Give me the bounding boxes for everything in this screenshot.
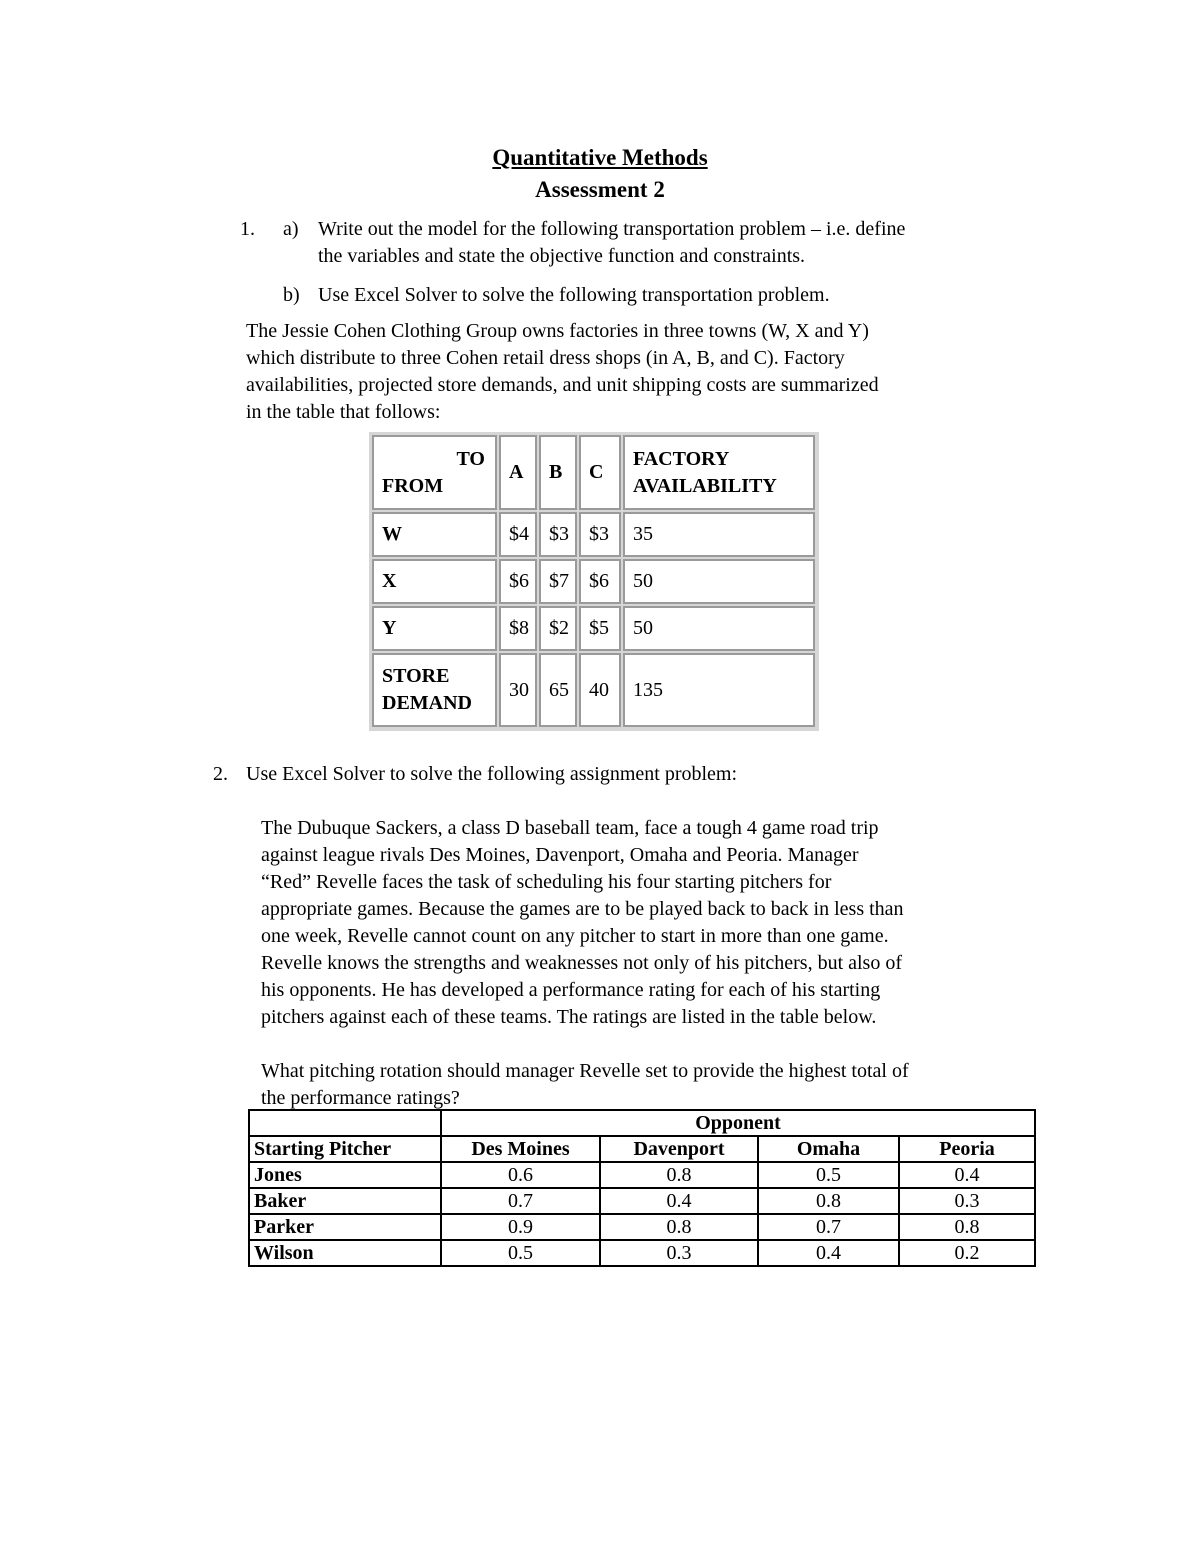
- q1-number: 1.: [240, 218, 255, 240]
- q2-question-line: the performance ratings?: [261, 1087, 460, 1109]
- q2-number: 2.: [213, 763, 228, 785]
- pitcher-name: Parker: [249, 1214, 441, 1240]
- availability-header: FACTORY AVAILABILITY: [623, 435, 815, 510]
- q2-question-line: What pitching rotation should manager Revelle set to provide the highest total of: [261, 1060, 909, 1082]
- q1b-label: b): [283, 284, 300, 306]
- q2-paragraph-line: “Red” Revelle faces the task of scheduling his four starting pitchers for: [261, 871, 832, 893]
- transportation-table: [369, 432, 819, 731]
- assignment-table: [248, 1109, 1036, 1267]
- rating-cell: 0.8: [600, 1162, 758, 1188]
- q1a-line-1: Write out the model for the following transportation problem – i.e. define: [318, 218, 906, 240]
- cost-cell: $4: [499, 512, 537, 557]
- rating-cell: 0.6: [441, 1162, 600, 1188]
- column-header: B: [539, 435, 577, 510]
- empty-header-cell: [249, 1110, 441, 1136]
- document-subtitle: Assessment 2: [535, 177, 665, 202]
- q2-paragraph-line: appropriate games. Because the games are to be played back to back in less than: [261, 898, 904, 920]
- pitcher-name: Baker: [249, 1188, 441, 1214]
- q1a-line-2: the variables and state the objective function and constraints.: [318, 245, 806, 267]
- cost-cell: $3: [539, 512, 577, 557]
- opponent-header: Davenport: [600, 1136, 758, 1162]
- total-cell: 135: [623, 653, 815, 727]
- q2-intro: Use Excel Solver to solve the following assignment problem:: [246, 763, 738, 785]
- table-row: [249, 1240, 1035, 1266]
- q1-paragraph-line: The Jessie Cohen Clothing Group owns factories in three towns (W, X and Y): [246, 320, 869, 342]
- demand-cell: 30: [499, 653, 537, 727]
- pitcher-name: Wilson: [249, 1240, 441, 1266]
- rating-cell: 0.5: [441, 1240, 600, 1266]
- q2-paragraph-line: his opponents. He has developed a performance rating for each of his starting: [261, 979, 881, 1001]
- column-header: A: [499, 435, 537, 510]
- table-row: [249, 1162, 1035, 1188]
- document-title: Quantitative Methods: [492, 145, 708, 170]
- row-label-x: X: [372, 559, 497, 604]
- rating-cell: 0.3: [899, 1188, 1035, 1214]
- demand-cell: 65: [539, 653, 577, 727]
- q1b-text: Use Excel Solver to solve the following transportation problem.: [318, 284, 830, 306]
- row-label-y: Y: [372, 606, 497, 651]
- cost-cell: $2: [539, 606, 577, 651]
- q2-paragraph-line: The Dubuque Sackers, a class D baseball team, face a tough 4 game road trip: [261, 817, 879, 839]
- table-row: [249, 1188, 1035, 1214]
- table-row: [249, 1214, 1035, 1240]
- store-demand-label: STORE DEMAND: [372, 653, 497, 727]
- q1a-label: a): [283, 218, 299, 240]
- rating-cell: 0.9: [441, 1214, 600, 1240]
- rating-cell: 0.7: [758, 1214, 899, 1240]
- cost-cell: $6: [499, 559, 537, 604]
- starting-pitcher-header: Starting Pitcher: [249, 1136, 441, 1162]
- rating-cell: 0.8: [600, 1214, 758, 1240]
- rating-cell: 0.4: [600, 1188, 758, 1214]
- q1-paragraph-line: in the table that follows:: [246, 401, 441, 423]
- rating-cell: 0.5: [758, 1162, 899, 1188]
- rating-cell: 0.3: [600, 1240, 758, 1266]
- cost-cell: $8: [499, 606, 537, 651]
- rating-cell: 0.7: [441, 1188, 600, 1214]
- rating-cell: 0.8: [899, 1214, 1035, 1240]
- q1-paragraph-line: availabilities, projected store demands, and unit shipping costs are summarized: [246, 374, 879, 396]
- q2-paragraph-line: one week, Revelle cannot count on any pitcher to start in more than one game.: [261, 925, 889, 947]
- from-label: FROM: [382, 474, 444, 497]
- cost-cell: $3: [579, 512, 621, 557]
- rating-cell: 0.4: [758, 1240, 899, 1266]
- availability-cell: 50: [623, 606, 815, 651]
- opponent-header: Peoria: [899, 1136, 1035, 1162]
- q2-paragraph-line: pitchers against each of these teams. The ratings are listed in the table below.: [261, 1006, 877, 1028]
- opponent-header: Des Moines: [441, 1136, 600, 1162]
- cost-cell: $5: [579, 606, 621, 651]
- opponent-group-header: Opponent: [441, 1110, 1035, 1136]
- q2-paragraph-line: against league rivals Des Moines, Davenport, Omaha and Peoria. Manager: [261, 844, 859, 866]
- q1-paragraph-line: which distribute to three Cohen retail dress shops (in A, B, and C). Factory: [246, 347, 845, 369]
- cost-cell: $7: [539, 559, 577, 604]
- cost-cell: $6: [579, 559, 621, 604]
- row-label-w: W: [372, 512, 497, 557]
- table-corner-header: [372, 435, 497, 510]
- column-header: C: [579, 435, 621, 510]
- q2-paragraph-line: Revelle knows the strengths and weaknesses not only of his pitchers, but also of: [261, 952, 902, 974]
- opponent-header: Omaha: [758, 1136, 899, 1162]
- rating-cell: 0.2: [899, 1240, 1035, 1266]
- demand-cell: 40: [579, 653, 621, 727]
- rating-cell: 0.8: [758, 1188, 899, 1214]
- availability-cell: 50: [623, 559, 815, 604]
- rating-cell: 0.4: [899, 1162, 1035, 1188]
- to-label: TO: [456, 447, 485, 470]
- pitcher-name: Jones: [249, 1162, 441, 1188]
- availability-cell: 35: [623, 512, 815, 557]
